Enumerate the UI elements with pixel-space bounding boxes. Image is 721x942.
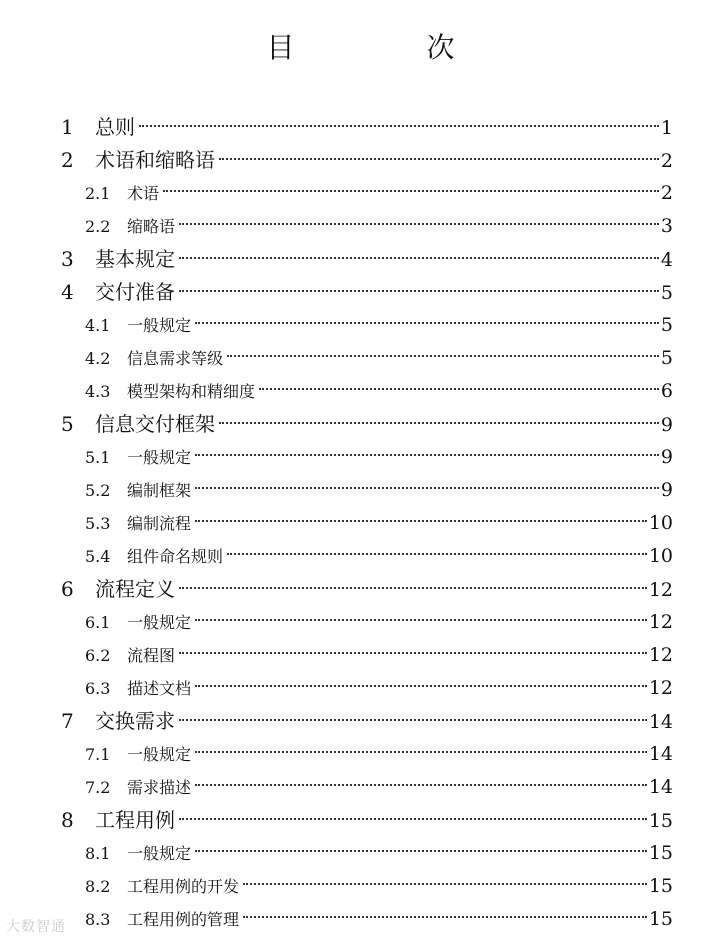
toc-entry-number: 8.3 [85, 910, 111, 929]
dot-leader [179, 818, 647, 820]
toc-entry-number: 2.1 [85, 184, 111, 203]
toc-entry-page: 9 [660, 414, 673, 436]
toc-entry-label: 基本规定 [95, 247, 175, 271]
toc-entry-2-1[interactable] [85, 177, 673, 210]
toc-entry-7-2[interactable] [85, 771, 673, 804]
dot-leader [163, 190, 659, 192]
dot-leader [195, 619, 647, 621]
toc-entry-6-3[interactable] [85, 672, 673, 705]
toc-entry-label: 术语 [127, 184, 160, 203]
toc-entry-number: 2 [61, 148, 74, 172]
toc-entry-number: 6.2 [85, 646, 111, 665]
toc-entry-page: 12 [648, 611, 673, 633]
toc-entry-label: 一般规定 [127, 448, 192, 467]
toc-entry-3[interactable] [61, 243, 673, 276]
toc-entry-page: 15 [648, 908, 673, 930]
toc-entry-6-2[interactable] [85, 639, 673, 672]
toc-entry-page: 3 [660, 215, 673, 237]
toc-entry-5-4[interactable] [85, 540, 673, 573]
toc-entry-label: 术语和缩略语 [95, 148, 215, 172]
toc-entry-number: 5.4 [85, 547, 111, 566]
toc-entry-number: 7.1 [85, 745, 111, 764]
toc-entry-page: 9 [660, 479, 673, 501]
toc-entry-7-1[interactable] [85, 738, 673, 771]
dot-leader [195, 487, 659, 489]
toc-entry-label: 描述文档 [127, 679, 192, 698]
toc-entry-page: 10 [648, 545, 673, 567]
toc-entry-number: 2.2 [85, 217, 111, 236]
dot-leader [195, 454, 659, 456]
dot-leader [259, 388, 659, 390]
toc-entry-label: 编制流程 [127, 514, 192, 533]
toc-entry-8[interactable] [61, 804, 673, 837]
dot-leader [243, 916, 647, 918]
toc-entry-label: 交换需求 [95, 709, 175, 733]
toc-entry-number: 3 [61, 247, 74, 271]
toc-entry-4-2[interactable] [85, 342, 673, 375]
toc-entry-number: 6.3 [85, 679, 111, 698]
toc-entry-number: 8.1 [85, 844, 111, 863]
watermark: 大数智通 [6, 919, 66, 935]
toc-entry-number: 4.2 [85, 349, 111, 368]
toc-entry-2[interactable] [61, 144, 673, 177]
dot-leader [179, 587, 647, 589]
toc-entry-5-2[interactable] [85, 474, 673, 507]
dot-leader [195, 520, 647, 522]
toc-entry-page: 15 [648, 875, 673, 897]
toc-entry-8-3[interactable] [85, 903, 673, 936]
toc-entry-label: 工程用例 [95, 808, 175, 832]
toc-entry-7[interactable] [61, 705, 673, 738]
toc-entry-4-1[interactable] [85, 309, 673, 342]
toc-entry-5[interactable] [61, 408, 673, 441]
dot-leader [195, 850, 647, 852]
toc-entry-label: 需求描述 [127, 778, 192, 797]
toc-entry-page: 4 [660, 249, 673, 271]
toc-entry-label: 编制框架 [127, 481, 192, 500]
toc-entry-number: 7.2 [85, 778, 111, 797]
dot-leader [227, 553, 647, 555]
dot-leader [179, 290, 659, 292]
toc-entry-number: 5.2 [85, 481, 111, 500]
toc-entry-label: 交付准备 [95, 280, 175, 304]
toc-entry-label: 模型架构和精细度 [127, 382, 256, 401]
toc-entry-label: 一般规定 [127, 844, 192, 863]
dot-leader [139, 125, 659, 127]
toc-entry-page: 15 [648, 842, 673, 864]
toc-entry-page: 12 [648, 677, 673, 699]
toc-entry-label: 一般规定 [127, 613, 192, 632]
dot-leader [219, 422, 659, 424]
toc-entry-label: 信息交付框架 [95, 412, 215, 436]
toc-entry-page: 5 [660, 314, 673, 336]
toc-entry-label: 一般规定 [127, 745, 192, 764]
toc-entry-4-3[interactable] [85, 375, 673, 408]
dot-leader [195, 322, 659, 324]
toc-entry-page: 9 [660, 446, 673, 468]
toc-entry-number: 7 [61, 709, 74, 733]
toc-entry-number: 6 [61, 577, 74, 601]
toc-entry-page: 5 [660, 347, 673, 369]
toc-entry-number: 1 [61, 115, 74, 139]
toc-entry-label: 一般规定 [127, 316, 192, 335]
toc-entry-number: 4.1 [85, 316, 111, 335]
toc-entry-number: 8 [61, 808, 74, 832]
toc-entry-label: 组件命名规则 [127, 547, 224, 566]
page-title: 目 次 [266, 31, 507, 64]
dot-leader [227, 355, 659, 357]
toc-entry-label: 流程图 [127, 646, 176, 665]
dot-leader [179, 223, 659, 225]
dot-leader [219, 158, 659, 160]
dot-leader [195, 751, 647, 753]
toc-entry-label: 工程用例的管理 [127, 910, 240, 929]
dot-leader [179, 257, 659, 259]
toc-entry-1[interactable] [61, 111, 673, 144]
toc-entry-number: 5.3 [85, 514, 111, 533]
toc-entry-page: 14 [648, 776, 673, 798]
toc-entry-number: 8.2 [85, 877, 111, 896]
dot-leader [195, 784, 647, 786]
toc-entry-8-1[interactable] [85, 837, 673, 870]
toc-entry-page: 2 [660, 182, 673, 204]
toc-entry-page: 10 [648, 512, 673, 534]
toc-entry-2-2[interactable] [85, 210, 673, 243]
dot-leader [179, 652, 647, 654]
toc-entry-label: 缩略语 [127, 217, 176, 236]
toc-entry-number: 5.1 [85, 448, 111, 467]
toc-entry-8-2[interactable] [85, 870, 673, 903]
toc-entry-page: 12 [648, 579, 673, 601]
toc-entry-number: 4.3 [85, 382, 111, 401]
toc-entry-label: 总则 [95, 115, 135, 139]
toc-entry-label: 信息需求等级 [127, 349, 224, 368]
toc-entry-5-3[interactable] [85, 507, 673, 540]
toc-entry-label: 流程定义 [95, 577, 175, 601]
toc-entry-page: 14 [648, 711, 673, 733]
toc-entry-page: 1 [660, 117, 673, 139]
toc-entry-page: 6 [660, 380, 673, 402]
toc-entry-6-1[interactable] [85, 606, 673, 639]
toc-entry-4[interactable] [61, 276, 673, 309]
toc-entry-page: 12 [648, 644, 673, 666]
dot-leader [243, 883, 647, 885]
toc-entry-page: 15 [648, 810, 673, 832]
toc-entry-number: 6.1 [85, 613, 111, 632]
toc-entry-page: 14 [648, 743, 673, 765]
toc-entry-number: 5 [61, 412, 74, 436]
toc-entry-5-1[interactable] [85, 441, 673, 474]
toc-entry-6[interactable] [61, 573, 673, 606]
toc-entry-number: 4 [61, 280, 74, 304]
toc-entry-page: 2 [660, 150, 673, 172]
dot-leader [179, 719, 647, 721]
toc-entry-label: 工程用例的开发 [127, 877, 240, 896]
toc-entry-page: 5 [660, 282, 673, 304]
dot-leader [195, 685, 647, 687]
